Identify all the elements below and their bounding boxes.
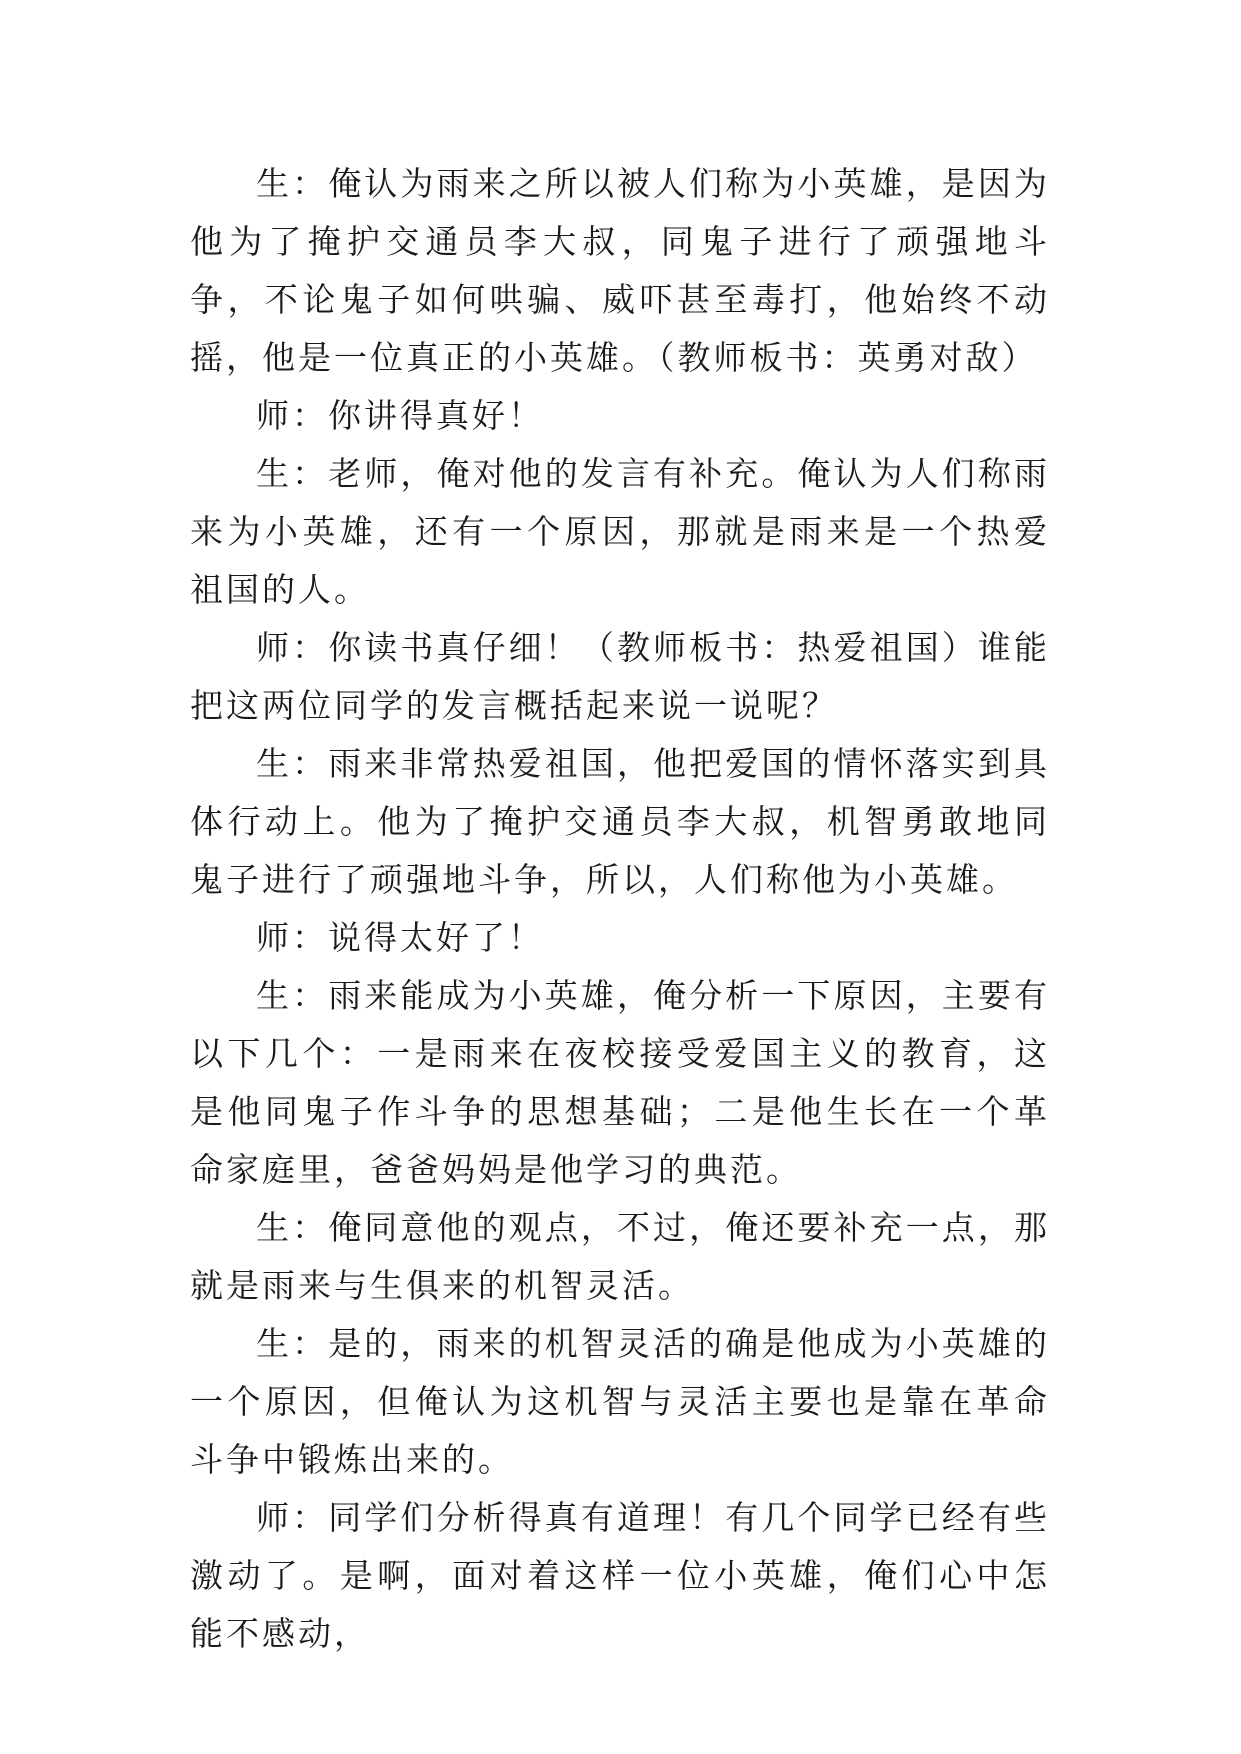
paragraph-2: 师：你讲得真好！ [256, 396, 544, 435]
paragraph-9: 生：是的，雨来的机智灵活的确是他成为小英雄的一个原因，但俺认为这机智与灵活主要也是靠在革命斗争中锻炼出来的。 [190, 1324, 1050, 1479]
document-body [190, 155, 1050, 1663]
paragraph-4: 师：你读书真仔细！（教师板书：热爱祖国）谁能把这两位同学的发言概括起来说一说呢？ [190, 628, 1050, 725]
paragraph-8: 生：俺同意他的观点，不过，俺还要补充一点，那就是雨来与生俱来的机智灵活。 [190, 1208, 1050, 1305]
paragraph-3: 生：老师，俺对他的发言有补充。俺认为人们称雨来为小英雄，还有一个原因，那就是雨来是一个热爱祖国的人。 [190, 454, 1050, 609]
paragraph-6: 师：说得太好了！ [256, 918, 544, 957]
paragraph-5: 生：雨来非常热爱祖国，他把爱国的情怀落实到具体行动上。他为了掩护交通员李大叔，机智勇敢地同鬼子进行了顽强地斗争，所以，人们称他为小英雄。 [190, 744, 1050, 899]
paragraph-10: 师：同学们分析得真有道理！有几个同学已经有些激动了。是啊，面对着这样一位小英雄，俺们心中怎能不感动， [190, 1498, 1050, 1653]
paragraph-1: 生：俺认为雨来之所以被人们称为小英雄，是因为他为了掩护交通员李大叔，同鬼子进行了顽强地斗争，不论鬼子如何哄骗、威吓甚至毒打，他始终不动摇，他是一位真正的小英雄。（教师板书：英勇对敌） [190, 164, 1050, 377]
paragraph-7: 生：雨来能成为小英雄，俺分析一下原因，主要有以下几个：一是雨来在夜校接受爱国主义的教育，这是他同鬼子作斗争的思想基础；二是他生长在一个革命家庭里，爸爸妈妈是他学习的典范。 [190, 976, 1050, 1189]
